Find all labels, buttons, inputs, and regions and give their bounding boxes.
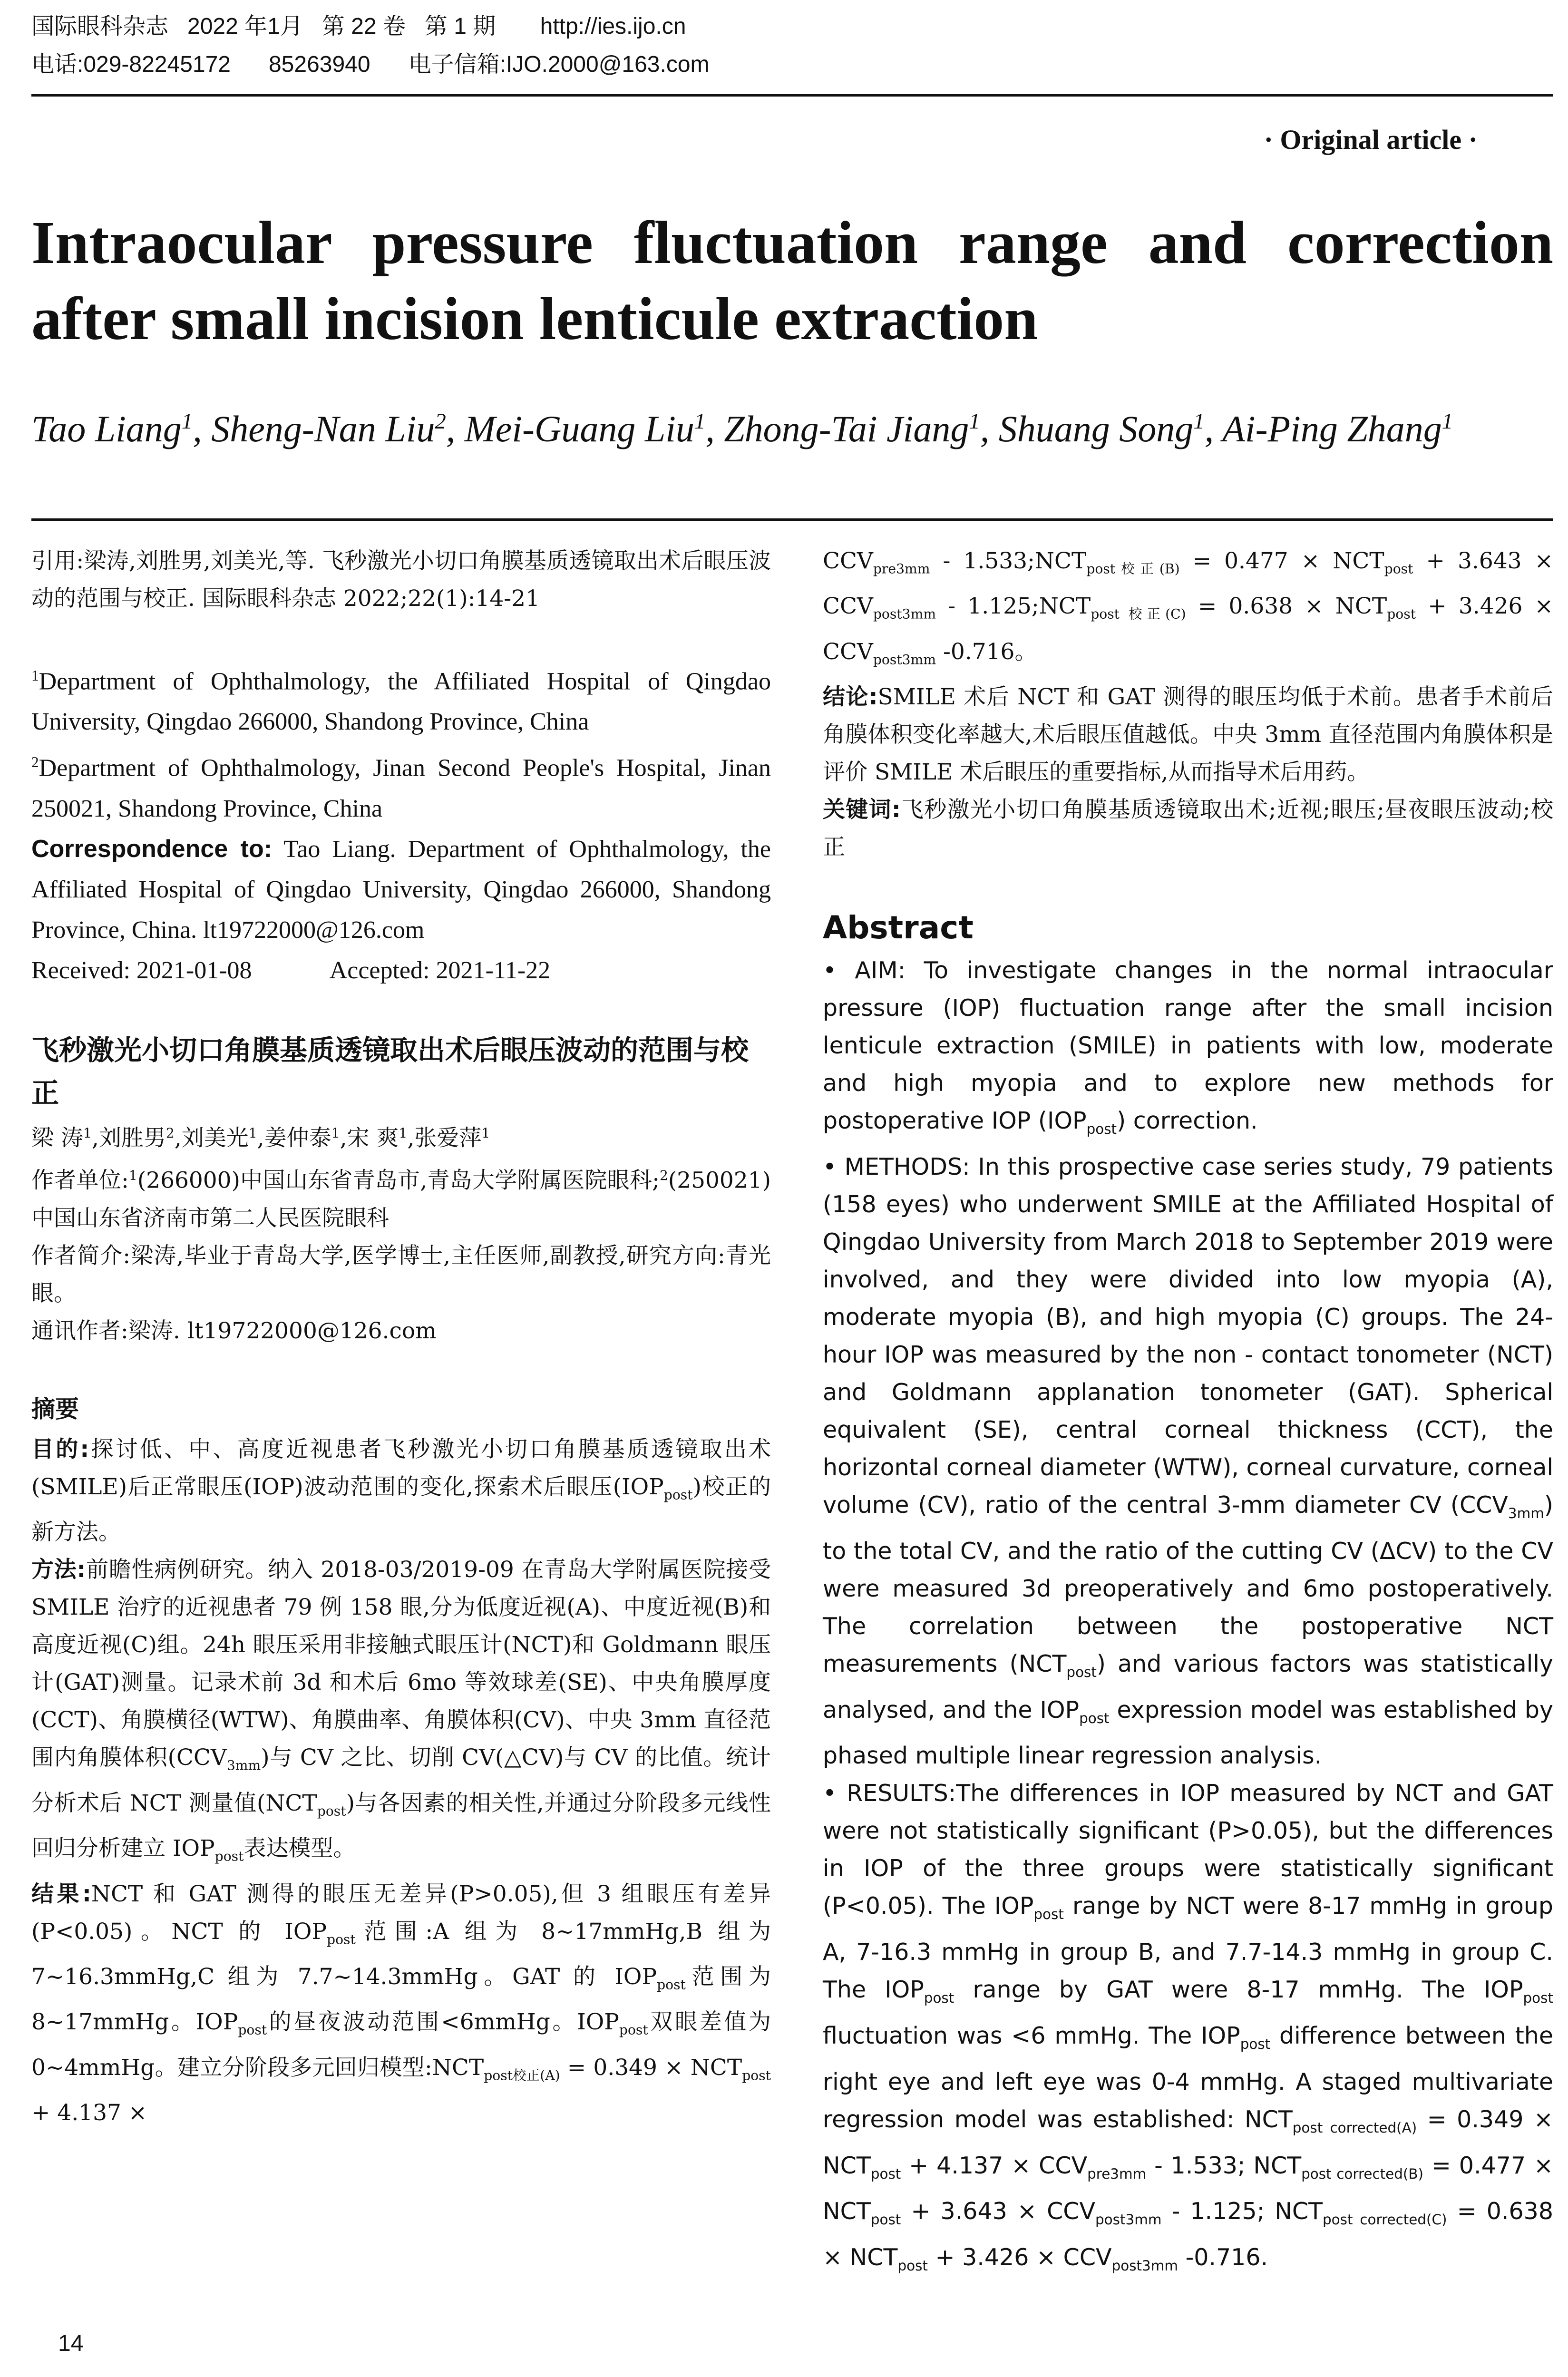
subscript: post校正(B) xyxy=(1086,561,1180,577)
unit-1: (266000)中国山东省青岛市,青岛大学附属医院眼科; xyxy=(137,1167,660,1194)
corresponding-author-text: 梁涛. lt19722000@126.com xyxy=(128,1317,437,1344)
left-column xyxy=(31,542,771,2132)
cn-author: 刘胜男 xyxy=(98,1125,166,1151)
affiliation-2 xyxy=(31,742,771,828)
author-name: Zhong-Tai Jiang xyxy=(724,408,969,449)
cn-results-label: 结果: xyxy=(31,1880,91,1907)
cn-aim xyxy=(31,1431,771,1551)
subscript: post3mm xyxy=(873,652,936,668)
subscript: post corrected(B) xyxy=(1301,2165,1424,2182)
affiliation-mark: 1 xyxy=(481,1125,490,1141)
cn-methods xyxy=(31,1551,771,1875)
affiliation-mark: 2 xyxy=(166,1125,175,1141)
cn-keywords xyxy=(823,791,1553,866)
right-column xyxy=(823,542,1553,2285)
affiliation-mark: 2 xyxy=(659,1168,668,1184)
text-run: ) correction. xyxy=(1117,1107,1258,1135)
cn-aim-label: 目的: xyxy=(31,1436,89,1462)
text-run: difference between the right eye and left eye was 0-4 mmHg. A staged multivariate regression model was established: NCT xyxy=(823,2022,1553,2133)
received-date: 2021-01-08 xyxy=(136,956,252,984)
text-run: fluctuation was <6 mmHg. The IOP xyxy=(823,2022,1240,2049)
subscript: 3mm xyxy=(226,1757,261,1773)
text-run: 的昼夜波动范围<6mmHg。IOP xyxy=(267,2009,619,2036)
text-run: ) to the total CV, and the ratio of the cutting CV (ΔCV) to the CV were measured 3d preoperatively and 6mo postoperatively. The correlation between the postoperative NCT measurements (NCT xyxy=(823,1491,1553,1677)
affiliation-mark: 1 xyxy=(694,409,706,434)
subscript: post xyxy=(1079,1710,1110,1726)
affiliation-mark: 1 xyxy=(399,1125,408,1141)
title-rule xyxy=(31,518,1553,521)
subscript: post xyxy=(619,2022,648,2038)
text-run: 探讨低、中、高度近视患者飞秒激光小切口角膜基质透镜取出术(SMILE)后正常眼压(IOP)波动范围的变化,探索术后眼压(IOP xyxy=(31,1436,771,1500)
text-run: - 1.125; NCT xyxy=(1161,2198,1323,2225)
text-run: 范围:A 组为 8~17mmHg,B 组为 7~16.3mmHg,C 组为 7.7~14.3mmHg。GAT 的 IOP xyxy=(31,1918,771,1990)
correspondence xyxy=(31,829,771,950)
text-run: = 0.477 × NCT xyxy=(823,2152,1554,2225)
chinese-title: 飞秒激光小切口角膜基质透镜取出术后眼压波动的范围与校正 xyxy=(31,1033,749,1109)
text-run: )与 CV 之比、切削 CV(△CV)与 CV 的比值。统计分析术后 NCT 测量值(NCT xyxy=(31,1744,771,1816)
subscript: post校正(A) xyxy=(484,2067,560,2084)
affiliation-mark: 1 xyxy=(1193,409,1205,434)
correspondence-label: Correspondence to: xyxy=(31,835,273,863)
cn-author: 姜仲泰 xyxy=(264,1125,331,1151)
affiliation-mark: 1 xyxy=(181,409,193,434)
text-run: range by NCT were 8-17 mmHg in group A, 7-16.3 mmHg in group B, and 7.7-14.3 mmHg in group C. The IOP xyxy=(823,1892,1553,2004)
chinese-abstract-heading: 摘要 xyxy=(31,1395,79,1423)
citation: 引用:梁涛,刘胜男,刘美光,等. 飞秒激光小切口角膜基质透镜取出术后眼压波动的范围与校正. 国际眼科杂志 2022;22(1):14-21 xyxy=(31,548,771,612)
subscript: post xyxy=(1387,606,1416,622)
cn-methods-label: 方法: xyxy=(31,1557,86,1583)
subscript: pre3mm xyxy=(873,561,930,577)
unit-2: (250021)中国山东省济南市第二人民医院眼科 xyxy=(31,1167,771,1231)
journal-header-line2: 电话:029-82245172 85263940 电子信箱:IJO.2000@163.com xyxy=(31,52,710,77)
text-run: 飞秒激光小切口角膜基质透镜取出术;近视;眼压;昼夜眼压波动;校正 xyxy=(823,797,1553,861)
corresponding-author xyxy=(31,1312,771,1350)
cn-keywords-label: 关键词: xyxy=(823,797,901,823)
text-run: expression model was established by phased multiple linear regression analysis. xyxy=(823,1696,1553,1770)
subscript: post3mm xyxy=(873,606,936,622)
text-run: 范围为 8~17mmHg。IOP xyxy=(31,1963,771,2036)
text-run: 表达模型。 xyxy=(243,1835,356,1862)
subscript: post xyxy=(663,1487,693,1503)
author-name: Mei-Guang Liu xyxy=(464,408,694,449)
text-run: )校正的新方法。 xyxy=(31,1473,771,1546)
text-run: + 3.426 × CCV xyxy=(823,593,1553,665)
cn-conclusion xyxy=(823,678,1553,791)
text-run: SMILE 术后 NCT 和 GAT 测得的眼压均低于术前。患者手术前后角膜体积变化率越大,术后眼压值越低。中央 3mm 直径范围内角膜体积是评价 SMILE 术后眼压的重要指标,从而指导术后用药。 xyxy=(823,684,1554,786)
aim-label: • AIM: xyxy=(823,957,906,984)
affiliation-mark: 1 xyxy=(969,409,980,434)
subscript: post xyxy=(317,1803,346,1819)
subscript: post xyxy=(1086,1120,1117,1137)
text-run: = 0.349 × NCT xyxy=(823,2105,1553,2179)
subscript: post xyxy=(1384,561,1413,577)
text-run: 前瞻性病例研究。纳入 2018-03/2019-09 在青岛大学附属医院接受 SMILE 治疗的近视患者 79 例 158 眼,分为低度近视(A)、中度近视(B)和高度近视(C)组。24h 眼压采用非接触式眼压计(NCT)和 Goldmann 眼压计(GAT)测量。记录术前 3d 和术后 6mo 等效球差(SE)、中央角膜厚度(CCT)、角膜横径(WTW)、角膜曲率、角膜体积(CV)、中央 3mm 直径范围内角膜体积(CCV xyxy=(31,1557,771,1771)
subscript: post xyxy=(1240,2036,1271,2052)
subscript: post xyxy=(327,1931,356,1947)
author-units xyxy=(31,1157,771,1237)
author-bio-text: 梁涛,毕业于青岛大学,医学博士,主任医师,副教授,研究方向:青光眼。 xyxy=(31,1242,771,1306)
subscript: post xyxy=(742,2067,771,2084)
subscript: post3mm xyxy=(1095,2211,1162,2228)
abstract-aim xyxy=(823,952,1553,1148)
accepted-date: 2021-11-22 xyxy=(436,956,551,984)
text-run: To investigate changes in the normal intraocular pressure (IOP) fluctuation range after the small incision lenticule extraction (SMILE) in patients with low, moderate and high myopia and to explore new methods for postoperative IOP (IOP xyxy=(823,957,1553,1135)
subscript: 3mm xyxy=(1508,1505,1544,1521)
text-run: -0.716。 xyxy=(936,638,1037,665)
subscript: post xyxy=(214,1848,244,1864)
affiliation-mark: 2 xyxy=(435,409,446,434)
subscript: post xyxy=(924,1989,954,2006)
abstract-results xyxy=(823,1774,1553,2285)
text-run: range by GAT were 8-17 mmHg. The IOP xyxy=(954,1976,1523,2004)
affiliation-mark: 1 xyxy=(1441,409,1453,434)
page-number: 14 xyxy=(58,2331,84,2356)
dates xyxy=(31,950,771,991)
text-run: - 1.533;NCT xyxy=(930,548,1087,574)
header-rule xyxy=(31,94,1553,97)
text-run: + 3.643 × CCV xyxy=(901,2198,1096,2225)
text-run: -0.716. xyxy=(1178,2244,1268,2271)
subscript: post xyxy=(870,2211,901,2228)
affiliation-mark: 1 xyxy=(331,1125,340,1141)
correspondence-text: Tao Liang. Department of Ophthalmology, the Affiliated Hospital of Qingdao University, Qingdao 266000, Shandong Province, China. lt19722000@126.com xyxy=(31,835,771,944)
text-run: NCT 和 GAT 测得的眼压无差异(P>0.05),但 3 组眼压有差异(P<0.05)。NCT 的 IOP xyxy=(31,1880,771,1945)
received-label: Received: xyxy=(31,956,130,984)
corresponding-author-label: 通讯作者: xyxy=(31,1317,128,1344)
text-run: = 0.638 × NCT xyxy=(823,2198,1554,2271)
affiliation-text: Department of Ophthalmology, the Affiliated Hospital of Qingdao University, Qingdao 266000, Shandong Province, China xyxy=(31,668,771,736)
text-run: - 1.125;NCT xyxy=(936,593,1091,620)
text-run: + 4.137 × CCV xyxy=(901,2152,1088,2179)
journal-header-line1: 国际眼科杂志 2022 年1月 第 22 卷 第 1 期 http://ies.ijo.cn xyxy=(31,14,686,39)
cn-results-part1 xyxy=(31,1875,771,2132)
author-name: Shuang Song xyxy=(998,408,1194,449)
text-run: = 0.638 × NCT xyxy=(1186,593,1387,620)
author-bio-label: 作者简介: xyxy=(31,1242,131,1269)
chinese-authors: 梁 涛$^1$,刘胜男$^2$,刘美光$^1$,姜仲泰$^1$,宋 爽$^1$,张爱萍$^1$ xyxy=(31,1125,490,1151)
author-name: Sheng-Nan Liu xyxy=(211,408,435,449)
text-run: )与各因素的相关性,并通过分阶段多元线性回归分析建立 IOP xyxy=(31,1790,771,1862)
subscript: post xyxy=(1033,1906,1064,1923)
text-run: 双眼差值为 0~4mmHg。建立分阶段多元回归模型:NCT xyxy=(31,2009,771,2081)
affiliation-mark: 2 xyxy=(31,754,39,771)
subscript: post xyxy=(870,2165,901,2182)
text-run: + 4.137 × xyxy=(31,2100,147,2126)
affiliation-mark: 1 xyxy=(31,667,39,684)
subscript: pre3mm xyxy=(1087,2165,1147,2182)
methods-label: • METHODS: xyxy=(823,1153,970,1180)
affiliation-mark: 1 xyxy=(83,1125,92,1141)
affiliation-mark: 1 xyxy=(248,1125,257,1141)
author-bio xyxy=(31,1237,771,1312)
affiliation-1 xyxy=(31,655,771,742)
author-name: Tao Liang xyxy=(31,408,182,449)
text-run: = 0.349 × NCT xyxy=(560,2054,742,2081)
text-run: The differences in IOP measured by NCT and GAT were not statistically significant (P>0.05), but the differences in IOP of the three groups were statistically significant (P<0.05). The IOP xyxy=(823,1780,1553,1920)
text-run: In this prospective case series study, 79 patients (158 eyes) who underwent SMILE at the Affiliated Hospital of Qingdao University from March 2018 to September 2019 were involved, and they were divided into low myopia (A), moderate myopia (B), and high myopia (C) groups. The 24-hour IOP was measured by the non - contact tonometer (NCT) and Goldmann applanation tonometer (GAT). Spherical equivalent (SE), central corneal thickness (CCT), the horizontal corneal diameter (WTW), corneal curvature, corneal volume (CV), ratio of the central 3-mm diameter CV (CCV xyxy=(823,1153,1554,1519)
results-label: • RESULTS: xyxy=(823,1780,956,1807)
abstract-heading: Abstract xyxy=(823,909,974,946)
author-list: Tao Liang$^1$, Sheng-Nan Liu$^2$, Mei-Guang Liu$^1$, Zhong-Tai Jiang$^1$, Shuang Song$^1$, Ai-Ping Zhang$^1$ xyxy=(31,408,1453,449)
article-type: · Original article · xyxy=(1264,124,1478,155)
cn-author: 梁 涛 xyxy=(31,1125,83,1151)
text-run: + 3.643 × CCV xyxy=(823,548,1554,620)
author-units-label: 作者单位: xyxy=(31,1167,129,1194)
subscript: post corrected(C) xyxy=(1323,2211,1447,2228)
text-run: + 3.426 × CCV xyxy=(927,2244,1112,2271)
text-run: = 0.477 × NCT xyxy=(1179,548,1384,574)
cn-results-part2: $CCV_{pre3mm}$ - $1.533;NCT_{post校正(B)} = 0.477 \times NCT_{post} + 3.643 \times CCV_{post3mm}$ - $1.125;NCT_{post 校正(C)} = 0.638 \times NCT_{post} + 3.426 \times CCV_{post3mm}$ -0.716。 xyxy=(823,548,1554,668)
subscript: post corrected(A) xyxy=(1292,2119,1417,2136)
text-run: - 1.533; NCT xyxy=(1146,2152,1302,2179)
cn-author: 张爱萍 xyxy=(414,1125,482,1151)
subscript: post xyxy=(238,2022,267,2038)
cn-author: 宋 爽 xyxy=(347,1125,399,1151)
text-run: ) and various factors was statistically analysed, and the IOP xyxy=(823,1650,1554,1724)
subscript: post3mm xyxy=(1111,2257,1178,2274)
article-title: Intraocular pressure fluctuation range and correction after small incision lenticule extraction xyxy=(31,209,1553,352)
subscript: post xyxy=(657,1977,686,1993)
affiliation-mark: 1 xyxy=(128,1168,137,1184)
subscript: post 校正(C) xyxy=(1091,606,1186,622)
subscript: post xyxy=(1066,1664,1097,1680)
cn-author: 刘美光 xyxy=(181,1125,249,1151)
abstract-methods xyxy=(823,1148,1553,1774)
accepted-label: Accepted: xyxy=(329,956,430,984)
cn-conclusion-label: 结论: xyxy=(823,684,878,711)
subscript: post xyxy=(1523,1989,1553,2006)
author-name: Ai-Ping Zhang xyxy=(1222,408,1442,449)
subscript: post xyxy=(897,2257,928,2274)
affiliation-text: Department of Ophthalmology, Jinan Second People's Hospital, Jinan 250021, Shandong Province, China xyxy=(31,754,771,822)
